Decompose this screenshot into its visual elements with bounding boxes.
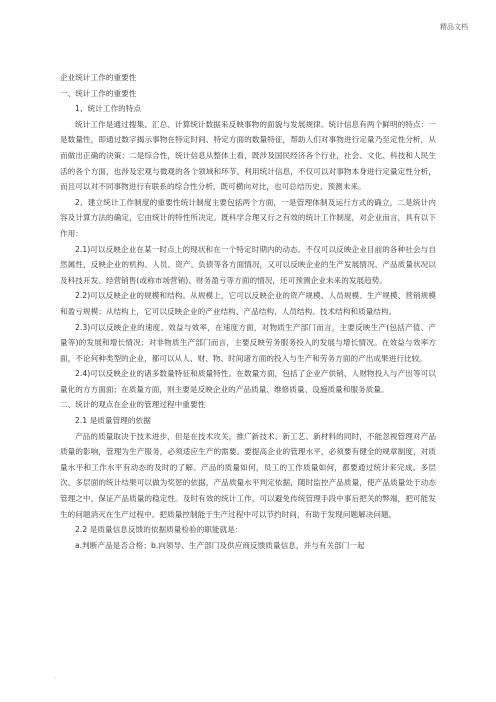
document-body xyxy=(60,70,436,553)
sub2-paragraph: 2、建立统计工作制度的重要性统计制度主要包括两个方面，一是管理体制及运行方式的确立，二是统计内容及计算方法的确定，它由统计的特性所决定。既科学合理又行之有效的统计工作制度，对企业而言，具有以下作用： xyxy=(60,197,436,238)
document-title: 企业统计工作的重要性 xyxy=(60,73,137,82)
header-watermark: 精品文档 xyxy=(440,23,468,31)
point2-paragraph: 2.2)可以反映企业的规模和结构。从规模上，它可以反映企业的资产规模、人员规模、生产规模、营销规模和盈亏规模；从结构上，它可以反映企业的产业结构、产品结构、人员结构、技术结构和质量结构。 xyxy=(60,291,436,316)
sub22-heading: 2.2 是质量信息反馈的依据质量检验的职能就是： xyxy=(75,525,243,535)
sub22-paragraph: a.判断产品是否合格；b.向领导、生产部门及供应商反馈质量信息，并与有关部门一起 xyxy=(75,540,365,550)
sub21-paragraph: 产品的质量取决于技术进步，但是在技术攻关，推广新技术、新工艺、新材料的同时，不能忽视管理对产品质量的影响，管理为生产服务，必须适应生产的需要。要提高企业的管理水平，必须要有健全的规章制度，对质量水平和工作水平有动态的及时的了解。产品的质量如何，员工的工作质量如何，都要通过统计来完成。多层次、多层面的统计结果可以做为奖惩的依据，产品质量水平判定依据，随时监控产品质量，使产品质量处于动态管理之中，保证产品质量的稳定性。及时有效的统计工作，可以避免传统管理手段中事后把关的弊端，把可能发生的问题消灭在生产过程中。把质量控制能于生产过程中可以节约时间，有助于发现问题解决问题。 xyxy=(60,431,436,519)
sub21-heading: 2.1 是质量管理的依据 xyxy=(75,416,151,426)
section1-heading: 一、统计工作的重要性 xyxy=(60,88,137,98)
point4-paragraph: 2.4)可以反映企业的诸多数量特征和质量特性。在数量方面，包括了企业产供销、人财物投入与产出等可以量化的方方面面；在质量方面，则主要是反映企业的产品质量、维修质量、设施质量和服务质量。 xyxy=(60,369,436,394)
point3-paragraph: 2.3)可以反映企业的速度、效益与效率，在速度方面，对物质生产部门而言，主要反映生产(包括产值、产量等)的发展和增长情况；对非物质生产部门而言，主要反映劳务服务投入的发展与增长情况。在效益与效率方面，不论何种类型的企业，都可以从人、财、物、时间诸方面的投入与生产和劳务方面的产出成果进行比较。 xyxy=(60,322,436,363)
point1-paragraph: 2.1)可以反映企业在某一时点上的现状和在一个特定时期内的动态。不仅可以反映企业目前的各种社会与自然属性，反映企业的机构、人员、资产、负债等各方面情况，又可以反映企业的生产发展情况、产品质量状况以及科技开发、经营销售(或称市场营销)、财务盈亏等方面的情况，还可预测企业未来的发展趋势。 xyxy=(60,244,436,285)
footer-mark: . xyxy=(54,673,56,680)
sub1-paragraph: 统计工作是通过搜集、汇总、计算统计数据来反映事物的面貌与发展规律。统计信息有两个鲜明的特点：一是数量性，即通过数字揭示事物在特定时间、特定方面的数量特征，帮助人们对事物进行定量乃至定性分析，从而做出正确的决策；二是综合性，统计信息从整体上看，既涉及国民经济各个行业，社会、文化、科技和人民生活的各个方面，也涉及宏观与微观的各个领域和环节。利用统计信息，不仅可以对事物本身进行定量定性分析，而且可以对不同事物进行有联系的综合性分析，既可横向对比，也可总结历史、预测未来。 xyxy=(60,119,436,192)
sub1-heading: 1、统计工作的特点 xyxy=(75,104,142,114)
section2-heading: 二、统计的观点在企业的管理过程中重要性 xyxy=(60,400,206,410)
